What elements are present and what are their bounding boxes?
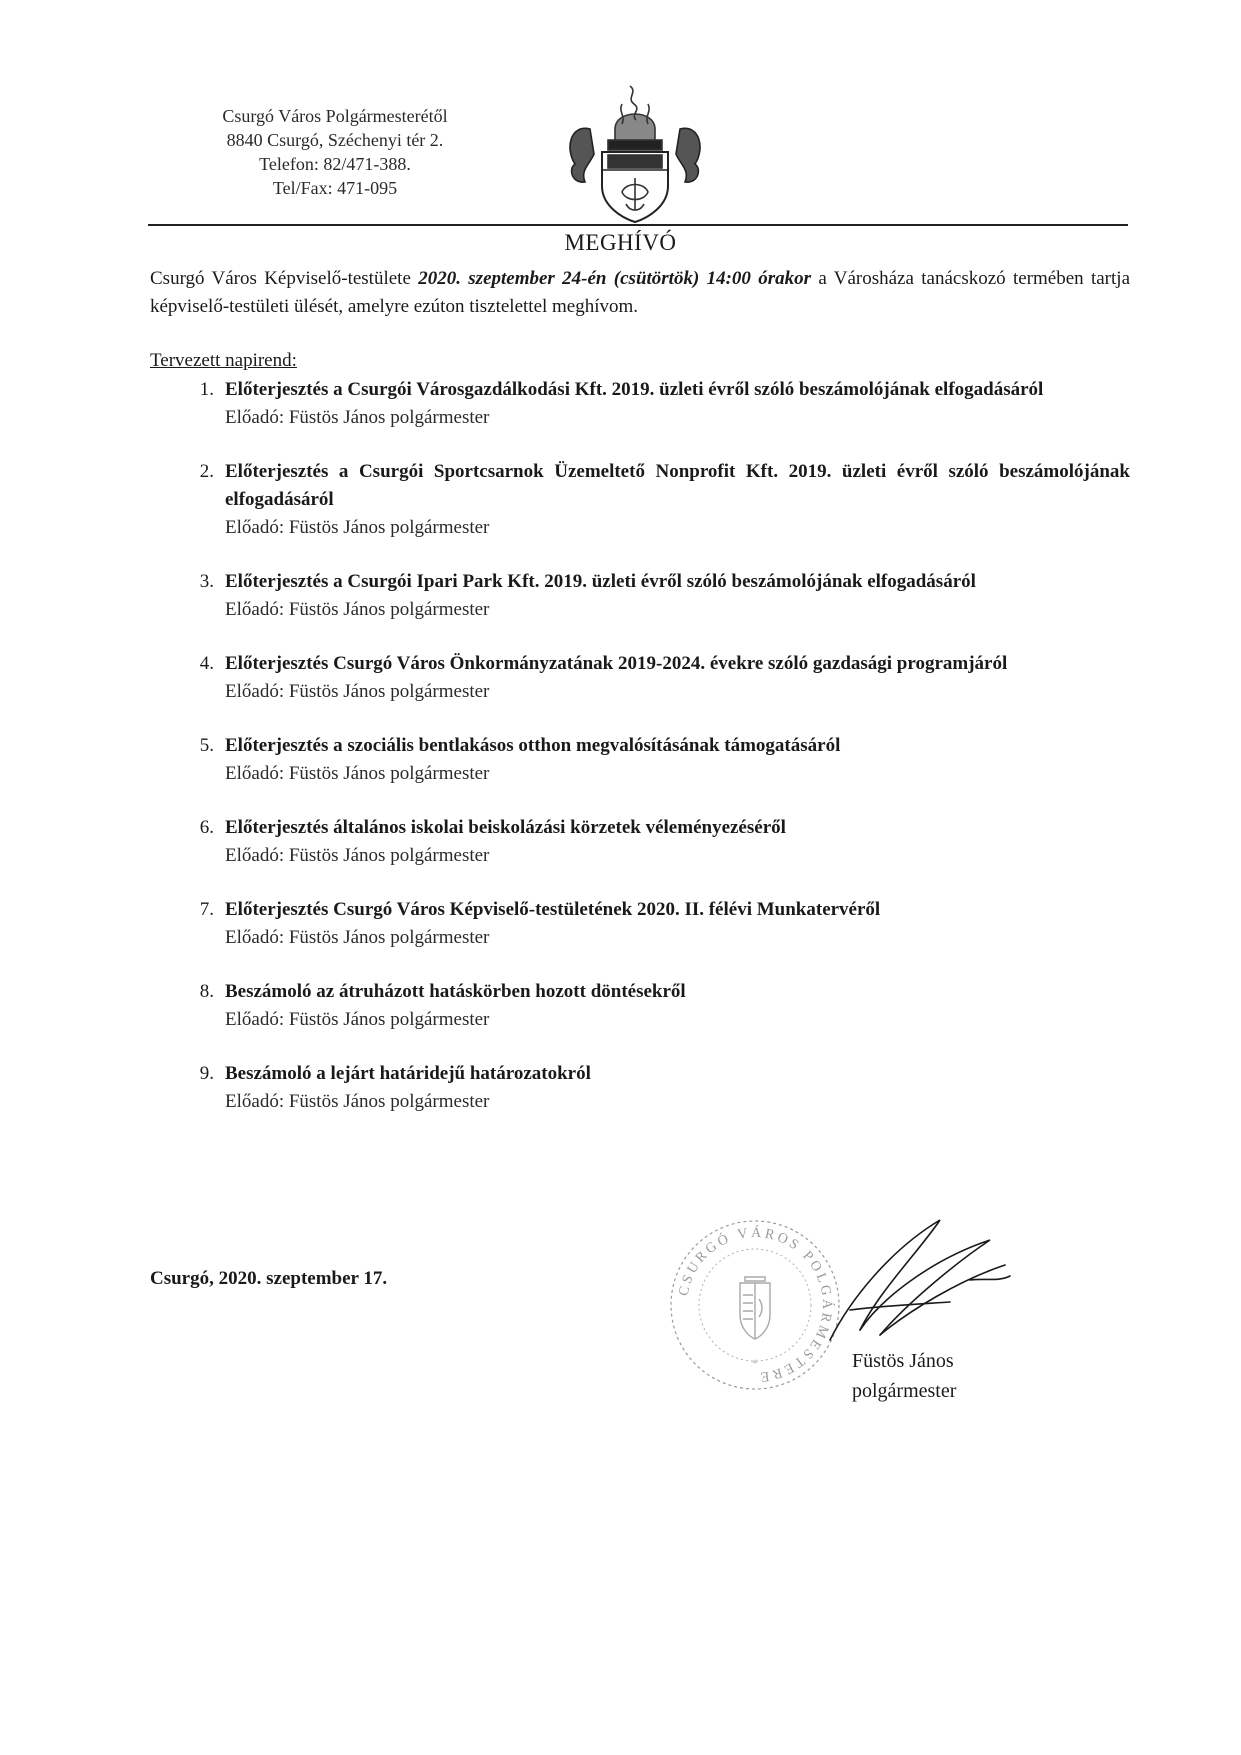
agenda-item-presenter: Előadó: Füstös János polgármester bbox=[225, 927, 490, 948]
agenda-item-presenter: Előadó: Füstös János polgármester bbox=[225, 599, 490, 620]
agenda-item-title: Beszámoló a lejárt határidejű határozatokról bbox=[225, 1063, 591, 1084]
sender-line: Csurgó Város Polgármesterétől bbox=[222, 106, 448, 126]
agenda-item-number: 5. bbox=[199, 735, 214, 756]
agenda-item-number: 2. bbox=[199, 461, 214, 482]
intro-prefix: Csurgó Város Képviselő-testülete bbox=[150, 268, 419, 289]
sender-line: Telefon: 82/471-388. bbox=[259, 154, 411, 174]
agenda-item-number: 3. bbox=[199, 571, 214, 592]
handwritten-signature-icon bbox=[820, 1210, 1020, 1350]
agenda-item-title: Beszámoló az átruházott hatáskörben hozott döntésekről bbox=[225, 981, 686, 1002]
agenda-item-title: Előterjesztés a szociális bentlakásos otthon megvalósításának támogatásáról bbox=[225, 735, 841, 756]
agenda-item-5 bbox=[150, 732, 1130, 788]
signer-name: Füstös János bbox=[852, 1350, 954, 1372]
agenda-item-title: Előterjesztés a Csurgói Városgazdálkodási Kft. 2019. üzleti évről szóló beszámolójának elfogadásáról bbox=[225, 379, 1044, 400]
agenda-item-presenter: Előadó: Füstös János polgármester bbox=[225, 1091, 490, 1112]
agenda-item-7 bbox=[150, 896, 1130, 952]
intro-suffix: a Városháza tanácskozó termében tartja képviselő-testületi ülését, amelyre ezúton tisztelettel meghívom. bbox=[150, 268, 1130, 317]
meeting-date-time: 2020. szeptember 24-én (csütörtök) 14:00 órakor bbox=[418, 268, 812, 289]
sender-line: 8840 Csurgó, Széchenyi tér 2. bbox=[226, 130, 444, 150]
agenda-item-8 bbox=[150, 978, 1130, 1034]
svg-text:*: * bbox=[752, 1356, 758, 1370]
agenda-heading: Tervezett napirend: bbox=[150, 350, 297, 371]
agenda-item-6 bbox=[150, 814, 1130, 870]
sender-line: Tel/Fax: 471-095 bbox=[272, 178, 398, 198]
official-round-stamp-icon bbox=[665, 1215, 845, 1395]
document-title: MEGHÍVÓ bbox=[564, 230, 677, 255]
agenda-item-presenter: Előadó: Füstös János polgármester bbox=[225, 407, 490, 428]
place-and-date: Csurgó, 2020. szeptember 17. bbox=[150, 1268, 388, 1289]
agenda-item-2 bbox=[150, 458, 1130, 542]
agenda-item-title: Előterjesztés Csurgó Város Képviselő-testületének 2020. II. félévi Munkatervéről bbox=[225, 899, 881, 920]
agenda-item-presenter: Előadó: Füstös János polgármester bbox=[225, 517, 490, 538]
agenda-item-9 bbox=[150, 1060, 1130, 1116]
sender-address-block bbox=[170, 104, 500, 200]
agenda-item-1 bbox=[150, 376, 1130, 432]
agenda-list bbox=[150, 376, 1130, 1142]
agenda-item-number: 7. bbox=[199, 899, 214, 920]
agenda-item-title: Előterjesztés a Csurgói Sportcsarnok Üzemeltető Nonprofit Kft. 2019. üzleti évről szóló beszámolójának elfogadásáról bbox=[225, 461, 1130, 510]
agenda-item-title: Előterjesztés általános iskolai beiskolázási körzetek véleményezéséről bbox=[225, 817, 786, 838]
agenda-item-number: 4. bbox=[199, 653, 214, 674]
agenda-item-3 bbox=[150, 568, 1130, 624]
agenda-item-number: 9. bbox=[199, 1063, 214, 1084]
agenda-item-presenter: Előadó: Füstös János polgármester bbox=[225, 681, 490, 702]
agenda-item-presenter: Előadó: Füstös János polgármester bbox=[225, 763, 490, 784]
agenda-item-number: 1. bbox=[199, 379, 214, 400]
header-divider bbox=[148, 224, 1128, 226]
agenda-item-number: 6. bbox=[199, 817, 214, 838]
agenda-item-presenter: Előadó: Füstös János polgármester bbox=[225, 1009, 490, 1030]
invitation-paragraph bbox=[150, 265, 1130, 321]
city-coat-of-arms-icon bbox=[560, 74, 710, 224]
stamp-text: CSURGÓ VÁROS POLGÁRMESTERE bbox=[676, 1225, 835, 1385]
agenda-item-number: 8. bbox=[199, 981, 214, 1002]
agenda-item-title: Előterjesztés a Csurgói Ipari Park Kft. 2019. üzleti évről szóló beszámolójának elfogadásáról bbox=[225, 571, 976, 592]
agenda-item-presenter: Előadó: Füstös János polgármester bbox=[225, 845, 490, 866]
signer-title: polgármester bbox=[852, 1380, 957, 1402]
agenda-item-title: Előterjesztés Csurgó Város Önkormányzatának 2019-2024. évekre szóló gazdasági programjáról bbox=[225, 653, 1008, 674]
agenda-item-4 bbox=[150, 650, 1130, 706]
signer-block bbox=[852, 1346, 956, 1406]
